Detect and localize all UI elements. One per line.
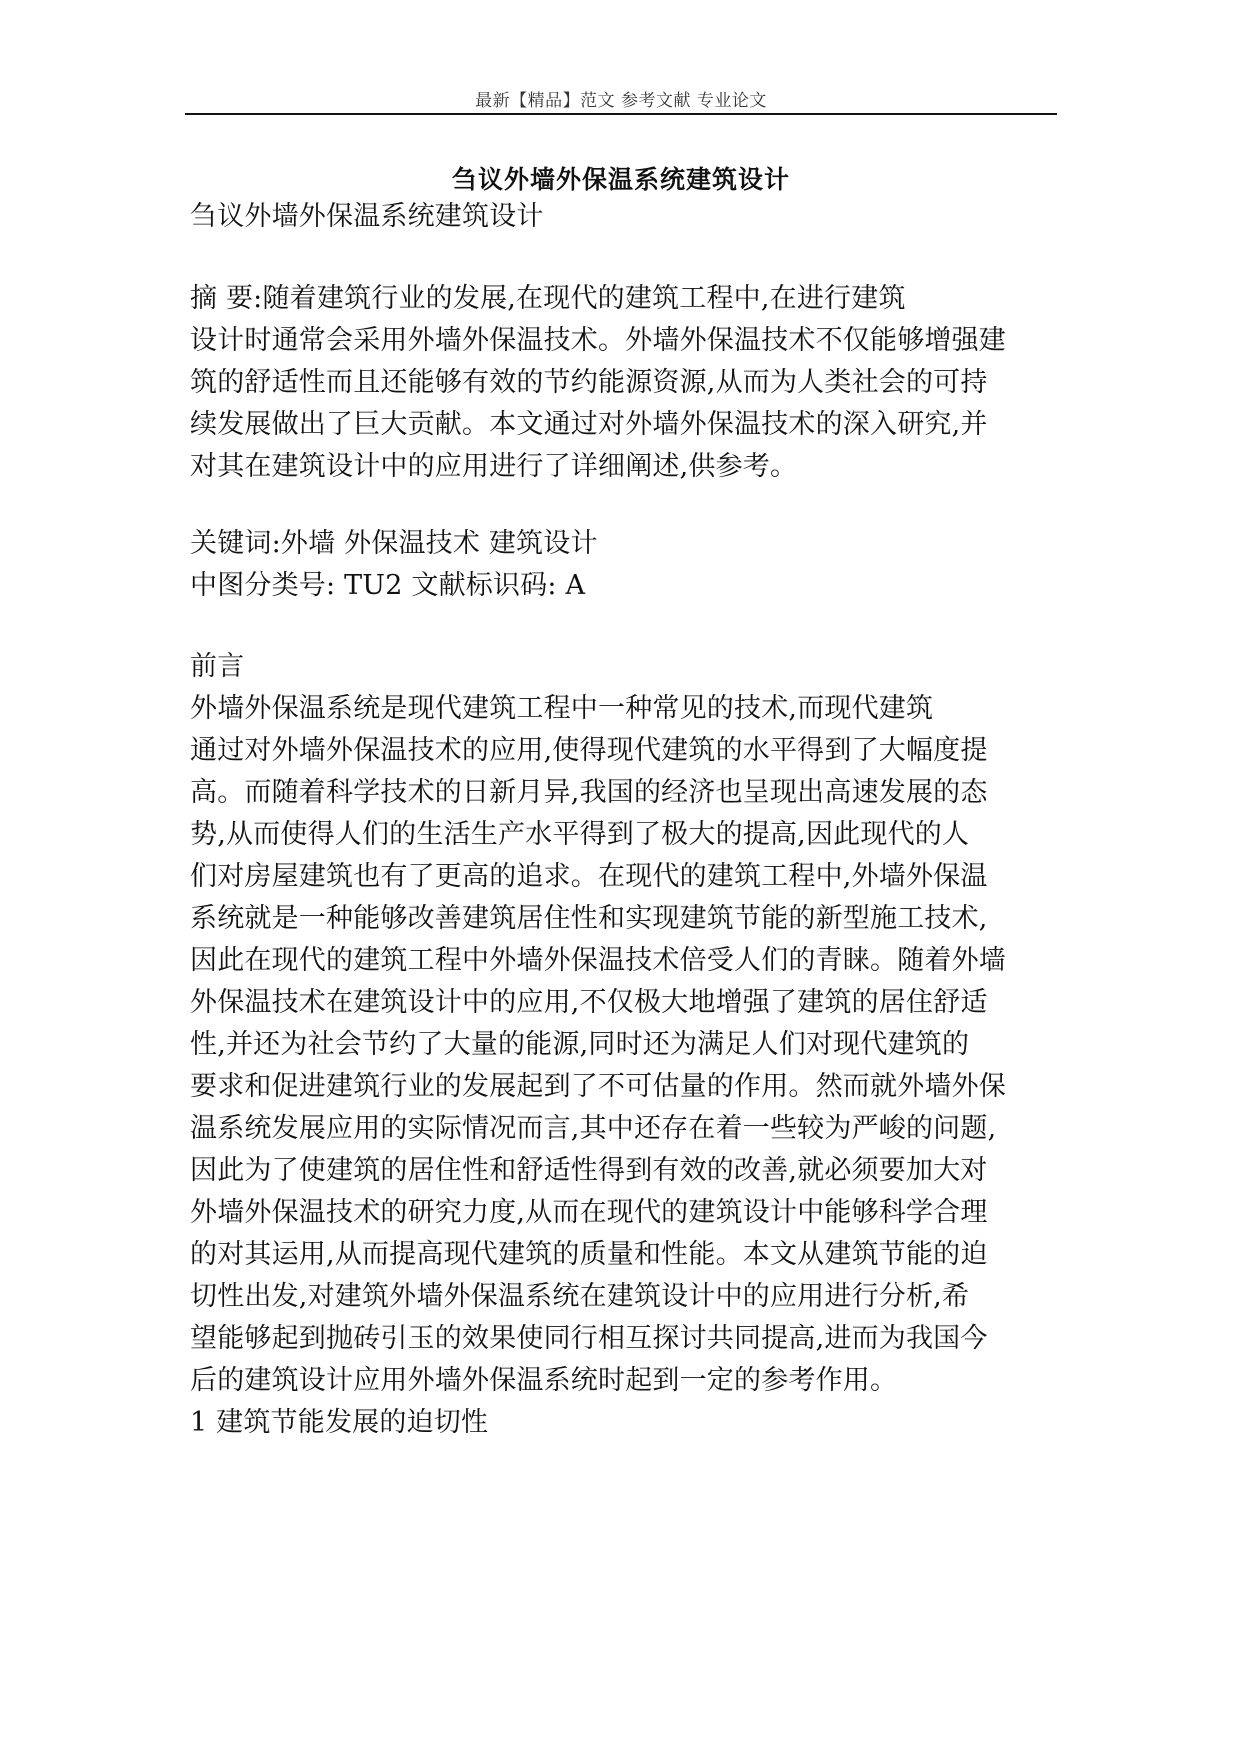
preface-line: 因此为了使建筑的居住性和舒适性得到有效的改善,就必须要加大对 <box>190 1155 988 1186</box>
preface-line: 通过对外墙外保温技术的应用,使得现代建筑的水平得到了大幅度提 <box>190 735 988 766</box>
preface-line: 后的建筑设计应用外墙外保温系统时起到一定的参考作用。 <box>190 1365 898 1396</box>
header-rule <box>185 113 1057 115</box>
preface-line: 势,从而使得人们的生活生产水平得到了极大的提高,因此现代的人 <box>190 819 970 850</box>
abstract-line: 摘 要:随着建筑行业的发展,在现代的建筑工程中,在进行建筑 <box>190 283 906 314</box>
preface-line: 外保温技术在建筑设计中的应用,不仅极大地增强了建筑的居住舒适 <box>190 987 988 1018</box>
preface-line: 外墙外保温系统是现代建筑工程中一种常见的技术,而现代建筑 <box>190 693 934 724</box>
preface-line: 外墙外保温技术的研究力度,从而在现代的建筑设计中能够科学合理 <box>190 1197 988 1228</box>
abstract-line: 筑的舒适性而且还能够有效的节约能源资源,从而为人类社会的可持 <box>190 367 988 398</box>
document-subtitle: 刍议外墙外保温系统建筑设计 <box>190 201 544 232</box>
keywords-line: 关键词:外墙 外保温技术 建筑设计 <box>190 528 598 559</box>
preface-line: 们对房屋建筑也有了更高的追求。在现代的建筑工程中,外墙外保温 <box>190 861 988 892</box>
document-title: 刍议外墙外保温系统建筑设计 <box>451 165 790 194</box>
preface-heading: 前言 <box>190 651 245 682</box>
preface-line: 的对其运用,从而提高现代建筑的质量和性能。本文从建筑节能的迫 <box>190 1239 988 1270</box>
running-header: 最新【精品】范文 参考文献 专业论文 <box>475 91 767 111</box>
preface-line: 性,并还为社会节约了大量的能源,同时还为满足人们对现代建筑的 <box>190 1029 970 1060</box>
classification-line: 中图分类号: TU2 文献标识码: A <box>190 570 586 601</box>
preface-line: 温系统发展应用的实际情况而言,其中还存在着一些较为严峻的问题, <box>190 1113 997 1144</box>
preface-line: 系统就是一种能够改善建筑居住性和实现建筑节能的新型施工技术, <box>190 903 988 934</box>
section-heading: 1 建筑节能发展的迫切性 <box>190 1407 489 1438</box>
preface-line: 切性出发,对建筑外墙外保温系统在建筑设计中的应用进行分析,希 <box>190 1281 970 1312</box>
abstract-line: 对其在建筑设计中的应用进行了详细阐述,供参考。 <box>190 451 798 482</box>
abstract-line: 续发展做出了巨大贡献。本文通过对外墙外保温技术的深入研究,并 <box>190 409 988 440</box>
preface-line: 要求和促进建筑行业的发展起到了不可估量的作用。然而就外墙外保 <box>190 1071 1006 1102</box>
preface-line: 因此在现代的建筑工程中外墙外保温技术倍受人们的青睐。随着外墙 <box>190 945 1006 976</box>
abstract-line: 设计时通常会采用外墙外保温技术。外墙外保温技术不仅能够增强建 <box>190 325 1006 356</box>
preface-line: 望能够起到抛砖引玉的效果使同行相互探讨共同提高,进而为我国今 <box>190 1323 988 1354</box>
preface-line: 高。而随着科学技术的日新月异,我国的经济也呈现出高速发展的态 <box>190 777 988 808</box>
